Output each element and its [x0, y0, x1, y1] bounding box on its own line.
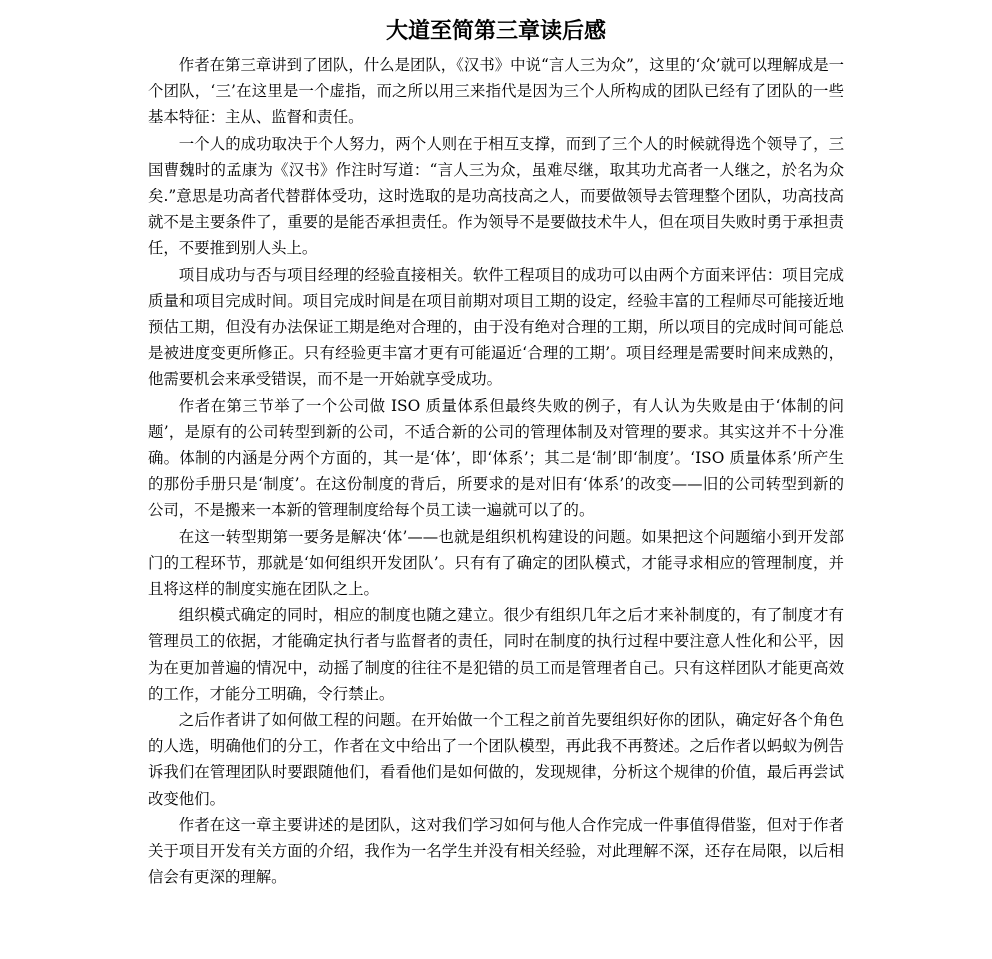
document-title: 大道至简第三章读后感: [385, 18, 606, 44]
paragraph-4: 作者在第三节举了一个公司做 ISO 质量体系但最终失败的例子，有人认为失败是由于‘体制的问题’，是原有的公司转型到新的公司，不适合新的公司的管理体制及对管理的要求。其实这并不十分准确。体制的内涵是分两个方面的，其一是‘体’，即‘体系’；其二是‘制’即‘制度’。‘ISO 质量体系’所产生的那份手册只是‘制度’。在这份制度的背后，所要求的是对旧有‘体系’的改变——旧的公司转型到新的公司，不是搬来一本新的管理制度给每个员工读一遍就可以了的。: [148, 396, 844, 520]
paragraph-5: 在这一转型期第一要务是解决‘体’——也就是组织机构建设的问题。如果把这个问题缩小到开发部门的工程环节，那就是‘如何组织开发团队’。只有有了确定的团队模式，才能寻求相应的管理制度，并且将这样的制度实施在团队之上。: [148, 527, 844, 599]
document-page: [148, 14, 844, 891]
paragraph-7: 之后作者讲了如何做工程的问题。在开始做一个工程之前首先要组织好你的团队，确定好各个角色的人选，明确他们的分工，作者在文中给出了一个团队模型，再此我不再赘述。之后作者以蚂蚁为例告诉我们在管理团队时要跟随他们，看看他们是如何做的，发现规律，分析这个规律的价值，最后再尝试改变他们。: [148, 711, 844, 808]
paragraph-3: 项目成功与否与项目经理的经验直接相关。软件工程项目的成功可以由两个方面来评估：项目完成质量和项目完成时间。项目完成时间是在项目前期对项目工期的设定，经验丰富的工程师尽可能接近地预估工期，但没有办法保证工期是绝对合理的，由于没有绝对合理的工期，所以项目的完成时间可能总是被进度变更所修正。只有经验更丰富才更有可能逼近‘合理的工期’。项目经理是需要时间来成熟的，他需要机会来承受错误，而不是一开始就享受成功。: [148, 265, 844, 389]
paragraph-8: 作者在这一章主要讲述的是团队，这对我们学习如何与他人合作完成一件事值得借鉴，但对于作者关于项目开发有关方面的介绍，我作为一名学生并没有相关经验，对此理解不深，还存在局限，以后相信会有更深的理解。: [148, 815, 844, 887]
paragraph-2: 一个人的成功取决于个人努力，两个人则在于相互支撑，而到了三个人的时候就得选个领导了，三国曹魏时的孟康为《汉书》作注时写道：“言人三为众，虽难尽继，取其功尤高者一人继之，於名为众矣.”意思是功高者代替群体受功，这时选取的是功高技高之人，而要做领导去管理整个团队，功高技高就不是主要条件了，重要的是能否承担责任。作为领导不是要做技术牛人，但在项目失败时勇于承担责任，不要推到别人头上。: [148, 134, 844, 258]
paragraph-1: 作者在第三章讲到了团队，什么是团队，《汉书》中说“言人三为众”，这里的‘众’就可以理解成是一个团队，‘三’在这里是一个虚指，而之所以用三来指代是因为三个人所构成的团队已经有了团队的一些基本特征：主从、监督和责任。: [148, 56, 844, 127]
paragraph-6: 组织模式确定的同时，相应的制度也随之建立。很少有组织几年之后才来补制度的，有了制度才有管理员工的依据，才能确定执行者与监督者的责任，同时在制度的执行过程中要注意人性化和公平，因为在更加普遍的情况中，动摇了制度的往往不是犯错的员工而是管理者自己。只有这样团队才能更高效的工作，才能分工明确，令行禁止。: [148, 606, 844, 703]
